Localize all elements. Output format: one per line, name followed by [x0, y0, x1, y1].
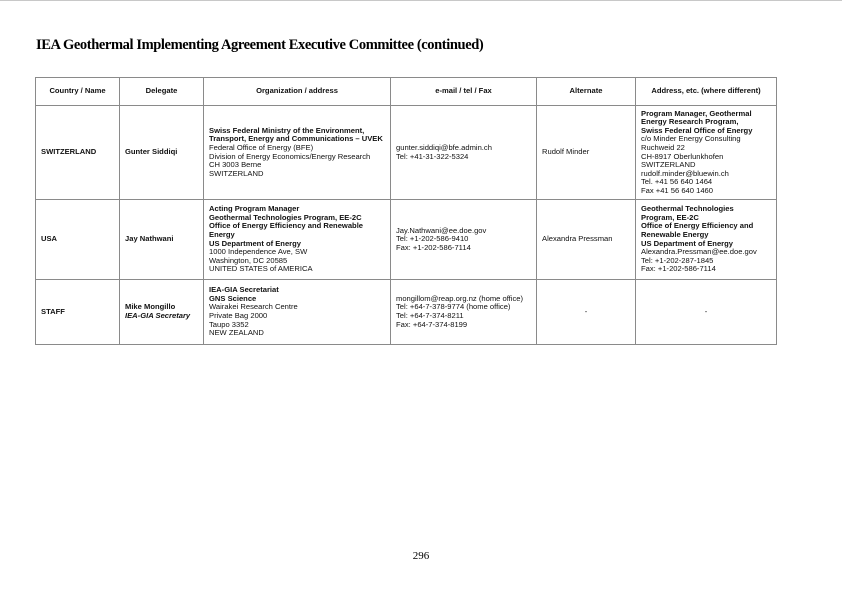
- alt-address-cell-line: c/o Minder Energy Consulting: [641, 134, 741, 144]
- organization-cell-line: IEA-GIA Secretariat: [209, 285, 279, 295]
- header-country: Country / Name: [36, 78, 120, 106]
- contact-cell-line: Tel: +64-7-378-9774 (home office): [396, 302, 511, 312]
- delegate-cell-line: Mike Mongillo: [125, 302, 176, 312]
- country-cell: STAFF: [36, 280, 120, 345]
- page-number: 296: [412, 550, 430, 562]
- organization-cell-line: Taupo 3352: [209, 319, 249, 329]
- organization-cell-line: Geothermal Technologies Program, EE-2C: [209, 212, 362, 222]
- contact-cell: [391, 280, 537, 345]
- alt-address-cell-line: -: [704, 306, 708, 316]
- organization-cell-line: Energy: [209, 229, 235, 239]
- organization-cell: [204, 280, 391, 345]
- country-cell: SWITZERLAND: [36, 106, 120, 200]
- alt-address-cell-line: Alexandra.Pressman@ee.doe.gov: [641, 247, 757, 257]
- organization-cell-line: SWITZERLAND: [209, 168, 264, 178]
- table-row: [36, 280, 777, 345]
- organization-cell-line: Private Bag 2000: [209, 311, 268, 320]
- contact-cell-line: mongillom@reap.org.nz (home office): [396, 293, 524, 303]
- organization-cell: [204, 106, 391, 200]
- contact-cell: [391, 200, 537, 280]
- alt-address-cell-line: US Department of Energy: [641, 238, 733, 248]
- header-organization: Organization / address: [204, 78, 391, 106]
- alt-address-cell-line: Program, EE-2C: [641, 212, 699, 222]
- organization-cell-line: GNS Science: [209, 293, 257, 303]
- table-row: [36, 106, 777, 200]
- header-delegate: Delegate: [120, 78, 204, 106]
- organization-cell-line: NEW ZEALAND: [209, 328, 264, 338]
- alt-address-cell-line: Program Manager, Geothermal: [641, 108, 752, 118]
- alt-address-cell-line: Energy Research Program,: [641, 117, 739, 127]
- alt-address-cell-line: rudolf.minder@bluewin.ch: [641, 168, 729, 178]
- alt-address-cell: [636, 280, 777, 345]
- alt-address-cell-line: Ruchweid 22: [641, 142, 685, 152]
- organization-cell-line: Transport, Energy and Communications – UVEK: [209, 134, 383, 144]
- contact-cell-line: Fax: +1-202-586-7114: [396, 242, 471, 252]
- alt-address-cell: [636, 106, 777, 200]
- alt-address-cell-line: Fax +41 56 640 1460: [641, 185, 713, 195]
- organization-cell-line: Division of Energy Economics/Energy Research: [209, 151, 371, 161]
- organization-cell-line: Swiss Federal Ministry of the Environment,: [209, 125, 365, 135]
- organization-cell-line: 1000 Independence Ave, SW: [209, 247, 308, 257]
- organization-cell-line: CH 3003 Berne: [209, 160, 262, 170]
- header-alt-address: Address, etc. (where different): [636, 78, 777, 106]
- alternate-cell: Rudolf Minder: [537, 106, 636, 200]
- table-header-row: [36, 78, 777, 106]
- alt-address-cell-line: Swiss Federal Office of Energy: [641, 125, 753, 135]
- delegate-cell: [120, 106, 204, 200]
- delegate-cell-line: IEA-GIA Secretary: [125, 311, 191, 320]
- delegate-cell-line: Gunter Siddiqi: [125, 147, 178, 157]
- header-contact: e-mail / tel / Fax: [391, 78, 537, 106]
- alt-address-cell-line: Renewable Energy: [641, 229, 709, 239]
- committee-table: [35, 77, 777, 345]
- organization-cell-line: Office of Energy Efficiency and Renewable: [209, 221, 364, 231]
- alt-address-cell-line: Office of Energy Efficiency and: [641, 221, 754, 231]
- organization-cell-line: US Department of Energy: [209, 238, 301, 248]
- contact-cell-line: Fax: +64-7-374-8199: [396, 319, 468, 329]
- alt-address-cell-line: Geothermal Technologies: [641, 204, 734, 214]
- delegate-cell: [120, 200, 204, 280]
- alt-address-cell-line: SWITZERLAND: [641, 160, 696, 170]
- header-alternate: Alternate: [537, 78, 636, 106]
- alternate-cell: Alexandra Pressman: [537, 200, 636, 280]
- contact-cell-line: Tel: +1-202-586-9410: [396, 234, 469, 244]
- contact-cell-line: Tel: +41-31-322-5324: [396, 151, 469, 161]
- organization-cell-line: Washington, DC 20585: [209, 255, 288, 265]
- organization-cell: [204, 200, 391, 280]
- contact-cell-line: Tel: +64-7-374-8211: [396, 311, 464, 320]
- table-row: [36, 200, 777, 280]
- alt-address-cell-line: CH-8917 Oberlunkhofen: [641, 151, 724, 161]
- alt-address-cell-line: Fax: +1-202-586-7114: [641, 264, 716, 274]
- delegate-cell: [120, 280, 204, 345]
- alt-address-cell-line: Tel: +1-202-287-1845: [641, 255, 714, 265]
- contact-cell: [391, 106, 537, 200]
- organization-cell-line: Federal Office of Energy (BFE): [209, 142, 314, 152]
- country-cell: USA: [36, 200, 120, 280]
- delegate-cell-line: Jay Nathwani: [125, 234, 174, 244]
- page-title: IEA Geothermal Implementing Agreement Executive Committee (continued): [36, 37, 484, 53]
- alternate-cell: -: [537, 280, 636, 345]
- contact-cell-line: Jay.Nathwani@ee.doe.gov: [396, 225, 487, 235]
- contact-cell-line: gunter.siddiqi@bfe.admin.ch: [396, 142, 492, 152]
- alt-address-cell: [636, 200, 777, 280]
- organization-cell-line: UNITED STATES of AMERICA: [209, 264, 313, 274]
- organization-cell-line: Acting Program Manager: [209, 204, 300, 214]
- organization-cell-line: Wairakei Research Centre: [209, 302, 298, 312]
- alt-address-cell-line: Tel. +41 56 640 1464: [641, 177, 713, 187]
